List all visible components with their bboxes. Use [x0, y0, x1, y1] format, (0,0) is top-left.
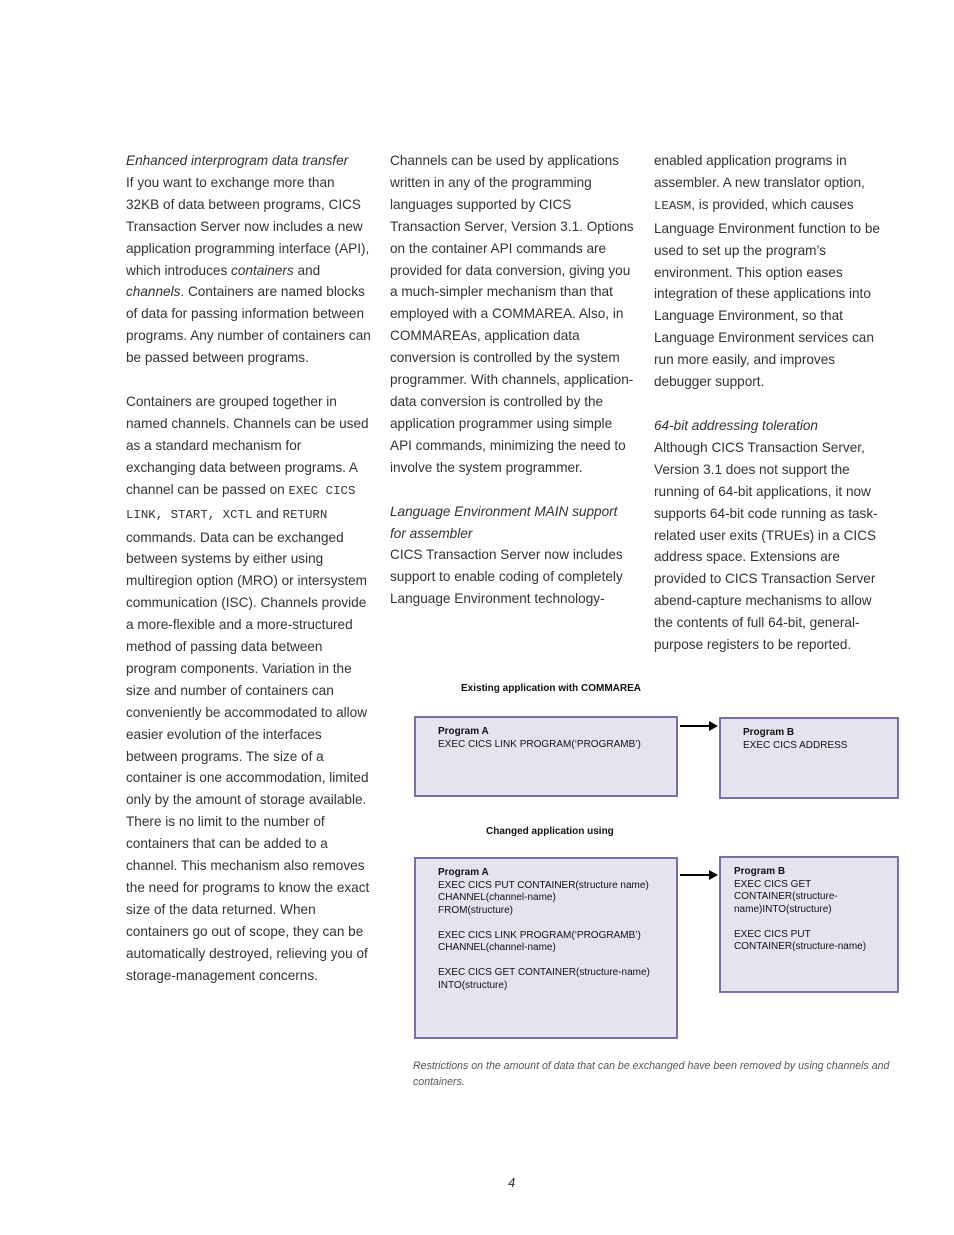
column-2: [390, 150, 635, 610]
column-3: [654, 150, 894, 656]
code-leasm: LEASM: [654, 198, 692, 213]
program-name: Program A: [438, 726, 489, 737]
code-line: CONTAINER(structure-name): [734, 941, 867, 952]
figure-title-changed: Changed application using: [486, 826, 614, 837]
blank-line: [438, 917, 654, 930]
box-existing-program-b: [719, 717, 899, 799]
text-run: Containers are grouped together in named channels. Channels can be used as a standard mechanism for exchanging data between programs. A channel can be passed on: [126, 394, 369, 497]
blank-line: [734, 916, 875, 929]
program-name: Program B: [734, 866, 786, 877]
text-run: enabled application programs in assembler. A new translator option,: [654, 153, 865, 190]
page-number: 4: [508, 1175, 516, 1190]
code-line: name)INTO(structure): [734, 903, 832, 915]
blank-line: [438, 955, 654, 968]
box-changed-program-b: [719, 856, 899, 993]
paragraph-le-support: CICS Transaction Server now includes support to enable coding of completely Language Environment technology-: [390, 547, 623, 607]
text-run: commands. Data can be exchanged between systems by either using multiregion option (MRO) or intersystem communication (ISC). Channels provide a more-flexible and a more-structured method of passing data between program components. Variation in the size and number of containers can conveniently be accommodated to allow easier evolution of the interfaces between programs. The size of a container is one accommodation, limited only by the amount of storage available. There is no limit to the number of containers that can be added to a channel. This mechanism also removes the need for programs to know the exact size of the data returned. When containers go out of scope, they can be automatically destroyed, relieving you of storage-management concerns.: [126, 529, 370, 983]
section-heading-interprogram: Enhanced interprogram data transfer: [126, 153, 349, 168]
column-1: [126, 150, 371, 987]
paragraph-channel-languages: Channels can be used by applications written in any of the programming languages supported by CICS Transaction Server, Version 3.1. Options on the container API commands are provided for data conversion, giving you a much-simpler mechanism than that employed with a COMMAREA. Also, in COMMAREAs, application data conversion is controlled by the system programmer. With channels, application-data conversion is controlled by the application programmer using simple API commands, minimizing the need to involve the system programmer.: [390, 153, 634, 475]
code-line: EXEC CICS GET: [734, 878, 812, 890]
arrow-right-icon: [678, 867, 720, 883]
code-return: RETURN: [282, 507, 328, 522]
code-line: EXEC CICS LINK PROGRAM(‘PROGRAMB’): [438, 738, 641, 750]
code-line: CHANNEL(channel-name): [438, 892, 556, 903]
paragraph-leasm: [654, 150, 894, 393]
program-name: Program B: [743, 727, 795, 738]
section-heading-64bit: 64-bit addressing toleration: [654, 417, 818, 433]
code-line: FROM(structure): [438, 904, 513, 916]
code-line: EXEC CICS GET CONTAINER(structure-name): [438, 967, 650, 978]
code-lines: [743, 740, 875, 753]
paragraph-channels: [126, 391, 371, 986]
code-commands: EXEC CICS LINK, START, XCTL: [126, 483, 356, 522]
section-heading-le-main-2: for assembler: [390, 525, 473, 541]
code-lines: [438, 880, 654, 993]
box-existing-program-a: [414, 716, 678, 797]
code-lines: [438, 739, 654, 752]
paragraph-64bit: Although CICS Transaction Server, Version 3.1 does not support the running of 64-bit applications, it now supports 64-bit code running as task-related user exits (TRUEs) in a CICS address space. Extensions are provided to CICS Transaction Server abend-capture mechanisms to allow the contents of full 64-bit, general-purpose registers to be reported.: [654, 439, 878, 653]
term-containers: containers: [231, 262, 294, 278]
code-lines: [734, 879, 875, 954]
code-line: EXEC CICS LINK PROGRAM(‘PROGRAMB’): [438, 929, 641, 941]
paragraph-containers-intro: [126, 172, 371, 369]
text-run: and: [252, 505, 283, 521]
program-name: Program A: [438, 867, 489, 878]
section-heading-le-main-1: Language Environment MAIN support: [390, 503, 618, 519]
code-line: CHANNEL(channel-name): [438, 942, 556, 953]
term-channels: channels: [126, 284, 181, 300]
code-line: CONTAINER(structure-: [734, 891, 838, 902]
arrow-right-icon: [678, 718, 720, 734]
figure-caption: Restrictions on the amount of data that can be exchanged have been removed by using channels and containers.: [413, 1060, 890, 1088]
figure-title-existing: Existing application with COMMAREA: [461, 683, 642, 694]
box-changed-program-a: [414, 857, 678, 1039]
text-run: . Containers are named blocks of data for passing information between programs. Any number of containers can be passed between programs.: [126, 284, 371, 366]
text-run: If you want to exchange more than 32KB of data between programs, CICS Transaction Server now includes a new application programming interface (API), which introduces: [126, 174, 370, 278]
code-line: EXEC CICS PUT CONTAINER(structure name): [438, 879, 649, 891]
code-line: EXEC CICS ADDRESS: [743, 739, 848, 751]
text-run: and: [293, 262, 321, 278]
code-line: INTO(structure): [438, 979, 508, 991]
text-run: , is provided, which causes Language Environment function to be used to set up the program’s environment. This option eases integration of these applications into Language Environment, so that Language Environment services can run more easily, and improves debugger support.: [654, 196, 880, 390]
code-line: EXEC CICS PUT: [734, 928, 811, 940]
